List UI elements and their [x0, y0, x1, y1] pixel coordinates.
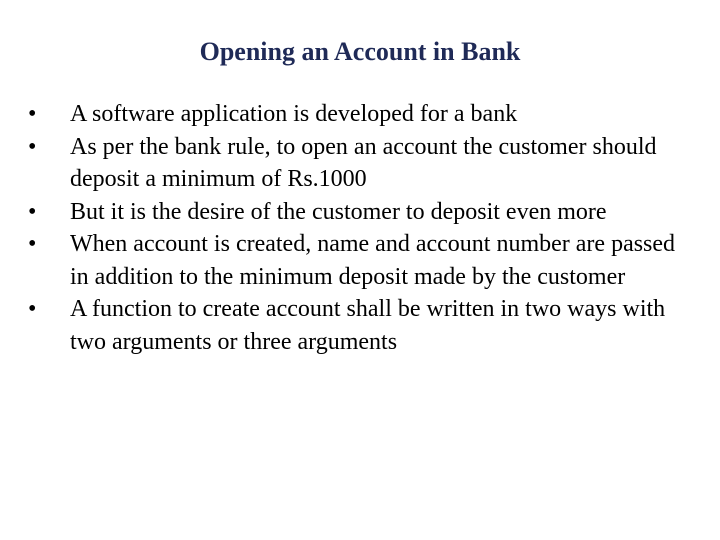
bullet-icon: •: [28, 231, 37, 257]
bullet-text: A function to create account shall be written in two ways with two arguments or three arguments: [70, 296, 666, 355]
bullet-item-2: [28, 131, 688, 196]
bullet-icon: •: [28, 101, 37, 127]
slide-title: Opening an Account in Bank: [199, 37, 521, 66]
bullet-list: [28, 98, 688, 358]
bullet-text: But it is the desire of the customer to deposit even more: [70, 198, 607, 225]
bullet-icon: •: [28, 296, 37, 322]
bullet-text: When account is created, name and account number are passed in addition to the minimum deposit made by the customer: [70, 231, 676, 290]
bullet-icon: •: [28, 133, 37, 160]
bullet-item-3: [28, 196, 688, 229]
bullet-text: A software application is developed for a bank: [70, 101, 518, 127]
bullet-text: As per the bank rule, to open an account the customer should deposit a minimum of Rs.1000: [70, 133, 657, 192]
bullet-item-4: [28, 228, 688, 293]
bullet-icon: •: [28, 198, 37, 225]
bullet-item-1: [28, 98, 688, 131]
bullet-item-5: [28, 293, 688, 358]
